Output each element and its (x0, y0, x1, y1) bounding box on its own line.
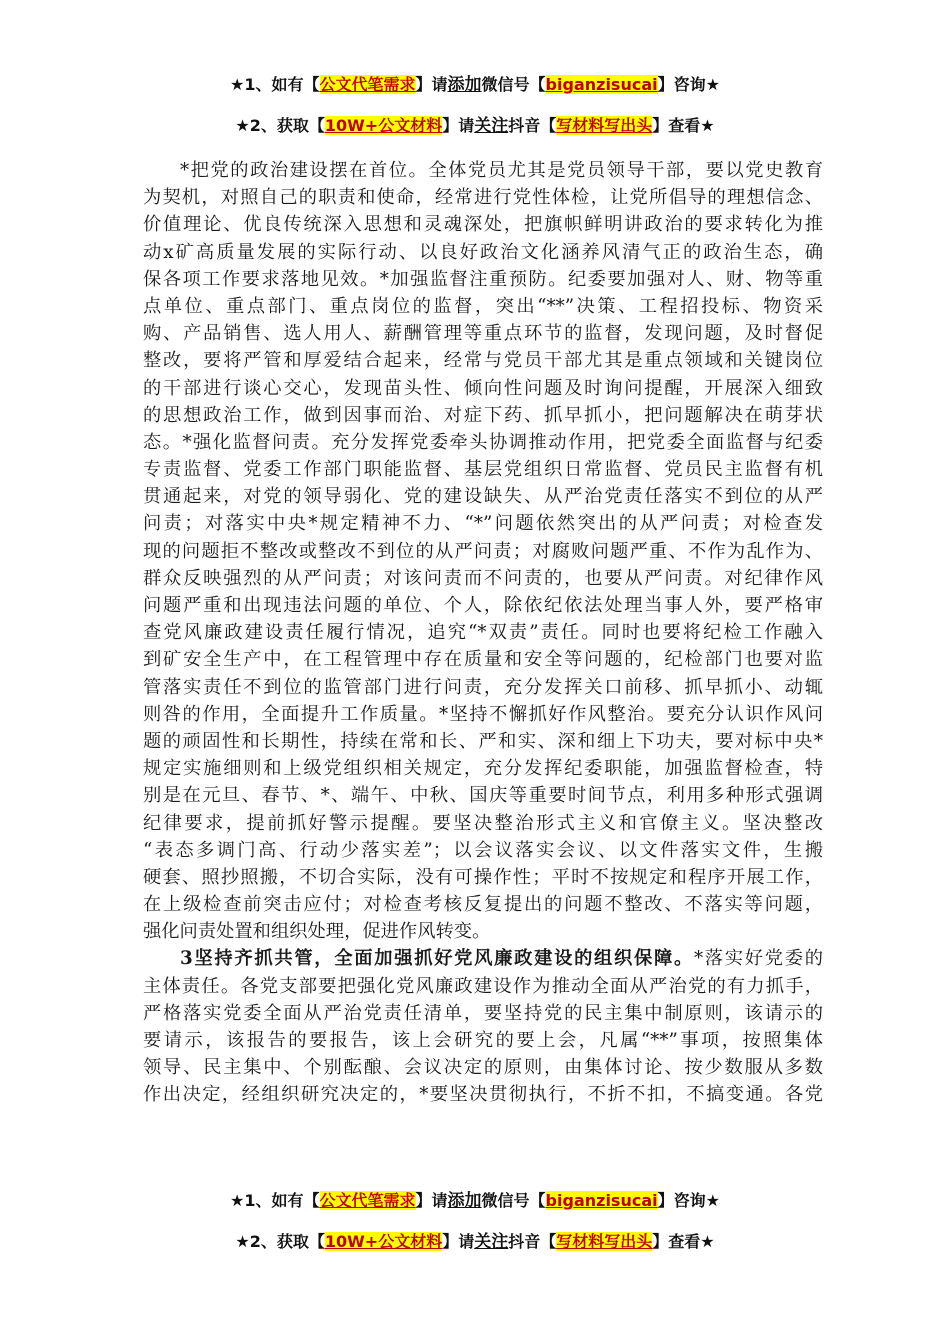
body-line: 管落实责任不到位的监管部门进行问责，充分发挥关口前移、抓早抓小、动辄 (143, 676, 823, 698)
footer-promo-line-2 (0, 1227, 950, 1252)
body-line: 现的问题拒不整改或整改不到位的从严问责；对腐败问题严重、不作为乱作为、 (143, 540, 823, 562)
body-line: 问题严重和出现违法问题的单位、个人，除依纪依法处理当事人外，要严格审 (143, 595, 823, 616)
body-line: 保各项工作要求落地见效。*加强监督注重预防。纪委要加强对人、财、物等重 (143, 268, 823, 290)
promo-text: 抖音【 (508, 1232, 557, 1251)
promo-highlight: 公文代笔需求 (319, 1191, 416, 1210)
body-line: “表态多调门高、行动少落实差”；以会议落实会议、以文件落实文件，生搬 (143, 839, 823, 861)
promo-underlined: 关注 (474, 116, 509, 136)
body-line: 查党风廉政建设责任履行情况，追究“*双责”责任。同时也要将纪检工作融入 (143, 622, 823, 644)
document-body (143, 157, 823, 1109)
promo-underlined: 添加 (447, 75, 482, 95)
promo-text: 】查看★ (652, 116, 715, 135)
promo-highlight: 公文代笔需求 (319, 75, 416, 94)
body-line: 贯通起来，对党的领导弱化、党的建设缺失、从严治党责任落实不到位的从严 (143, 486, 823, 508)
section-heading: 3坚持齐抓共管，全面加强抓好党风廉政建设的组织保障。 (180, 948, 694, 970)
body-line: 动x矿高质量发展的实际行动、以良好政治文化涵养风清气正的政治生态，确 (143, 241, 823, 263)
promo-highlight-wechat-id: biganzisucai (545, 1191, 658, 1210)
promo-highlight-douyin: 写材料写出头 (556, 1232, 653, 1251)
body-line: 整改，要将严管和厚爱结合起来，经常与党员干部尤其是重点领域和关键岗位 (143, 350, 823, 372)
body-line: 到矿安全生产中，在工程管理中存在质量和安全等问题的，纪检部门也要对监 (143, 649, 823, 671)
body-line: 态。*强化监督问责。充分发挥党委牵头协调推动作用，把党委全面监督与纪委 (143, 431, 823, 453)
body-line: 作出决定，经组织研究决定的，*要坚决贯彻执行，不折不扣，不搞变通。各党 (143, 1084, 823, 1106)
promo-text: ★2、获取【 (235, 1232, 325, 1251)
promo-highlight: 10W+公文材料 (324, 1232, 443, 1251)
promo-text: 】请 (442, 116, 475, 135)
header-promo-line-1 (0, 70, 950, 95)
body-line: 题的顽固性和长期性，持续在常和长、严和实、深和细上下功夫，要对标中央* (143, 730, 823, 752)
body-line: 硬套、照抄照搬，不切合实际，没有可操作性；平时不按规定和程序开展工作， (143, 866, 823, 888)
body-line: 强化问责处置和组织处理，促进作风转变。 (143, 921, 491, 943)
footer-promo-line-1 (0, 1186, 950, 1211)
promo-highlight-wechat-id: biganzisucai (545, 75, 658, 94)
header-promo-line-2 (0, 111, 950, 136)
promo-text: ★2、获取【 (235, 116, 325, 135)
body-line: 问责；对落实中央*规定精神不力、“*”问题依然突出的从严问责；对检查发 (143, 513, 823, 535)
body-line: 在上级检查前突击应付；对检查考核反复提出的问题不整改、不落实等问题， (143, 894, 823, 916)
body-line: 点单位、重点部门、重点岗位的监督，突出“**”决策、工程招投标、物资采 (143, 295, 823, 317)
promo-text: 抖音【 (508, 116, 557, 135)
body-line: 的思想政治工作，做到因事而治、对症下药、抓早抓小，把问题解决在萌芽状 (143, 404, 823, 426)
body-line: 主体责任。各党支部要把强化党风廉政建设作为推动全面从严治党的有力抓手， (143, 975, 823, 997)
body-line: 严格落实党委全面从严治党责任清单，要坚持党的民主集中制原则，该请示的 (143, 1002, 823, 1024)
body-line: 别是在元旦、春节、*、端午、中秋、国庆等重要时间节点，利用多种形式强调 (143, 785, 823, 807)
promo-text: ★1、如有【 (230, 1191, 320, 1210)
body-line: 价值理论、优良传统深入思想和灵魂深处，把旗帜鲜明讲政治的要求转化为推 (143, 214, 823, 236)
body-line: *把党的政治建设摆在首位。全体党员尤其是党员领导干部，要以党史教育 (180, 160, 823, 181)
body-line: 规定实施细则和上级党组织相关规定，充分发挥纪委职能，加强监督检查，特 (143, 758, 823, 780)
body-line: 群众反映强烈的从严问责；对该问责而不问责的，也要从严问责。对纪律作风 (143, 567, 823, 589)
section-heading-line (143, 945, 823, 972)
body-line: 购、产品销售、选人用人、薪酬管理等重点环节的监督，发现问题，及时督促 (143, 323, 823, 345)
promo-underlined: 添加 (447, 1191, 482, 1211)
promo-text: 微信号【 (481, 1191, 546, 1210)
body-line: 则咎的作用，全面提升工作质量。*坚持不懈抓好作风整治。要充分认识作风问 (143, 703, 823, 725)
promo-text: ★1、如有【 (230, 75, 320, 94)
body-line: 为契机，对照自己的职责和使命，经常进行党性体检，让党所倡导的理想信念、 (143, 187, 823, 209)
body-line: 纪律要求，提前抓好警示提醒。要坚决整治形式主义和官僚主义。坚决整改 (143, 812, 823, 834)
promo-text: 】查看★ (652, 1232, 715, 1251)
promo-text: 微信号【 (481, 75, 546, 94)
promo-text: 】请 (415, 1191, 448, 1210)
promo-text: 】请 (442, 1232, 475, 1251)
body-line: 的干部进行谈心交心，发现苗头性、倾向性问题及时询问提醒，开展深入细致 (143, 377, 823, 399)
promo-underlined: 关注 (474, 1232, 509, 1252)
body-line: 要请示，该报告的要报告，该上会研究的要上会，凡属“**”事项，按照集体 (143, 1030, 823, 1051)
body-line: 领导、民主集中、个别酝酿、会议决定的原则，由集体讨论、按少数服从多数 (143, 1057, 823, 1079)
promo-highlight-douyin: 写材料写出头 (556, 116, 653, 135)
promo-text: 】咨询★ (657, 75, 720, 94)
promo-text: 】咨询★ (657, 1191, 720, 1210)
body-line-rest: *落实好党委的 (693, 948, 823, 970)
body-line: 专责监督、党委工作部门职能监督、基层党组织日常监督、党员民主监督有机 (143, 459, 823, 481)
promo-text: 】请 (415, 75, 448, 94)
promo-highlight: 10W+公文材料 (324, 116, 443, 135)
